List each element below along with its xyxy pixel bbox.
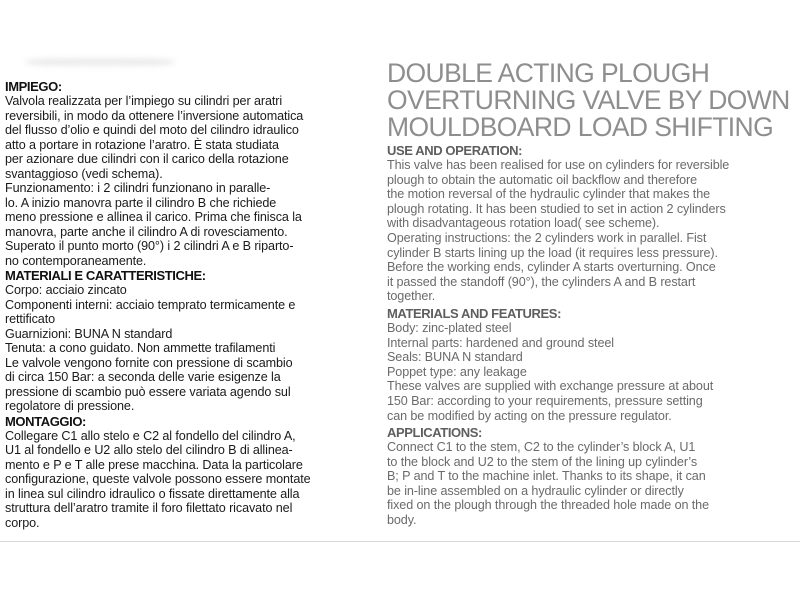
heading-impiego: IMPIEGO: bbox=[5, 79, 62, 94]
text-line: meno pressione e allinea il carico. Prima che finisca la bbox=[5, 210, 302, 224]
text-line: atto a portare in rotazione l’aratro. È stata studiata bbox=[5, 137, 279, 152]
heading-materials: MATERIALS AND FEATURES: bbox=[387, 305, 561, 321]
text-line: Poppet type: any leakage bbox=[387, 364, 527, 379]
section-materiali bbox=[5, 268, 375, 414]
text-line: fixed on the plough through the threaded hole made on the bbox=[387, 498, 709, 513]
text-line: in linea sul cilindro idraulico o fissate direttamente alla bbox=[5, 486, 300, 501]
section-use-and-operation bbox=[387, 143, 797, 304]
text-line: 150 Bar: according to your requirements, pressure setting bbox=[387, 393, 703, 408]
applications-body bbox=[387, 440, 797, 528]
text-line: to the block and U2 to the stem of the lining up cylinder’s bbox=[387, 454, 698, 469]
text-line: configurazione, queste valvole possono essere montate bbox=[5, 472, 311, 486]
section-impiego bbox=[5, 79, 375, 268]
text-line: Before the working ends, cylinder A starts overturning. Once bbox=[387, 260, 716, 275]
title-line: DOUBLE ACTING PLOUGH bbox=[387, 58, 710, 88]
text-line: plough rotating. It has been studied to set in action 2 cylinders bbox=[387, 201, 726, 216]
text-line: B; P and T to the machine inlet. Thanks to its shape, it can bbox=[387, 469, 706, 484]
title-line: OVERTURNING VALVE BY DOWN bbox=[387, 85, 790, 115]
heading-applications: APPLICATIONS: bbox=[387, 425, 482, 441]
text-line: Funzionamento: i 2 cilindri funzionano in paralle- bbox=[5, 181, 271, 195]
text-line: Le valvole vengono fornite con pressione di scambio bbox=[5, 355, 293, 370]
text-line: This valve has been realised for use on cylinders for reversible bbox=[387, 158, 730, 172]
decorative-shadow bbox=[25, 57, 175, 67]
heading-materiali: MATERIALI E CARATTERISTICHE: bbox=[5, 268, 206, 283]
text-line: rettificato bbox=[5, 312, 55, 326]
text-line: Body: zinc-plated steel bbox=[387, 320, 512, 335]
text-line: These valves are supplied with exchange pressure at about bbox=[387, 379, 714, 394]
text-line: Valvola realizzata per l’impiego su cilindri per aratri bbox=[5, 94, 283, 108]
text-line: U1 al fondello e U2 allo stelo del cilindro B di allinea- bbox=[5, 443, 293, 457]
text-line: no contemporaneamente. bbox=[5, 253, 147, 268]
text-line: svantaggioso (vedi schema). bbox=[5, 166, 163, 181]
heading-montaggio: MONTAGGIO: bbox=[5, 413, 86, 429]
bottom-divider bbox=[0, 541, 800, 542]
english-column bbox=[387, 60, 797, 528]
text-line: Tenuta: a cono guidato. Non ammette trafilamenti bbox=[5, 341, 276, 355]
text-line: di circa 150 Bar: a seconda delle varie esigenze la bbox=[5, 370, 281, 384]
text-line: Seals: BUNA N standard bbox=[387, 350, 523, 365]
text-line: pressione di scambio può essere variata agendo sul bbox=[5, 384, 291, 399]
italian-column bbox=[5, 79, 375, 530]
section-materials bbox=[387, 306, 797, 423]
text-line: the motion reversal of the hydraulic cylinder that makes the bbox=[387, 187, 710, 202]
text-line: Collegare C1 allo stelo e C2 al fondello del cilindro A, bbox=[5, 428, 296, 443]
text-line: Corpo: acciaio zincato bbox=[5, 283, 127, 297]
impiego-body bbox=[5, 94, 375, 268]
text-line: it passed the standoff (90°), the cylinders A and B restart bbox=[387, 274, 696, 289]
use-body bbox=[387, 158, 797, 304]
section-montaggio bbox=[5, 414, 375, 531]
text-line: lo. A inizio manovra parte il cilindro B che richiede bbox=[5, 195, 277, 210]
section-applications bbox=[387, 425, 797, 528]
text-line: reversibili, in modo da ottenere l’inversione automatica bbox=[5, 108, 304, 123]
text-line: Internal parts: hardened and ground steel bbox=[387, 335, 614, 350]
text-line: Connect C1 to the stem, C2 to the cylinder’s block A, U1 bbox=[387, 440, 696, 455]
text-line: manovra, parte anche il cilindro A di rovesciamento. bbox=[5, 224, 288, 239]
text-line: Guarnizioni: BUNA N standard bbox=[5, 326, 173, 341]
text-line: with disadvantageous rotation load( see scheme). bbox=[387, 216, 660, 231]
heading-use-and-operation: USE AND OPERATION: bbox=[387, 143, 523, 158]
text-line: mento e P e T alle prese macchina. Data la particolare bbox=[5, 457, 303, 472]
text-line: corpo. bbox=[5, 515, 40, 530]
text-line: plough to obtain the automatic oil backflow and therefore bbox=[387, 172, 698, 187]
materials-body bbox=[387, 321, 797, 423]
text-line: body. bbox=[387, 513, 417, 528]
text-line: Superato il punto morto (90°) i 2 cilindri A e B riparto- bbox=[5, 239, 294, 253]
text-line: can be modified by acting on the pressure regulator. bbox=[387, 408, 672, 423]
text-line: cylinder B starts lining up the load (it requires less pressure). bbox=[387, 245, 718, 260]
title-line: MOULDBOARD LOAD SHIFTING bbox=[387, 112, 774, 142]
text-line: regolatore di pressione. bbox=[5, 399, 135, 413]
text-line: del flusso d’olio e quindi del moto del cilindro idraulico bbox=[5, 123, 299, 137]
text-line: together. bbox=[387, 289, 436, 304]
page-title bbox=[387, 60, 797, 141]
montaggio-body bbox=[5, 429, 375, 531]
materiali-body bbox=[5, 283, 375, 414]
text-line: be in-line assembled on a hydraulic cylinder or directly bbox=[387, 483, 684, 498]
text-line: per azionare due cilindri con il carico della rotazione bbox=[5, 152, 289, 166]
text-line: Componenti interni: acciaio temprato termicamente e bbox=[5, 297, 296, 312]
text-line: Operating instructions: the 2 cylinders work in parallel. Fist bbox=[387, 230, 707, 245]
text-line: struttura dell’aratro tramite il foro filettato ricavato nel bbox=[5, 501, 293, 515]
